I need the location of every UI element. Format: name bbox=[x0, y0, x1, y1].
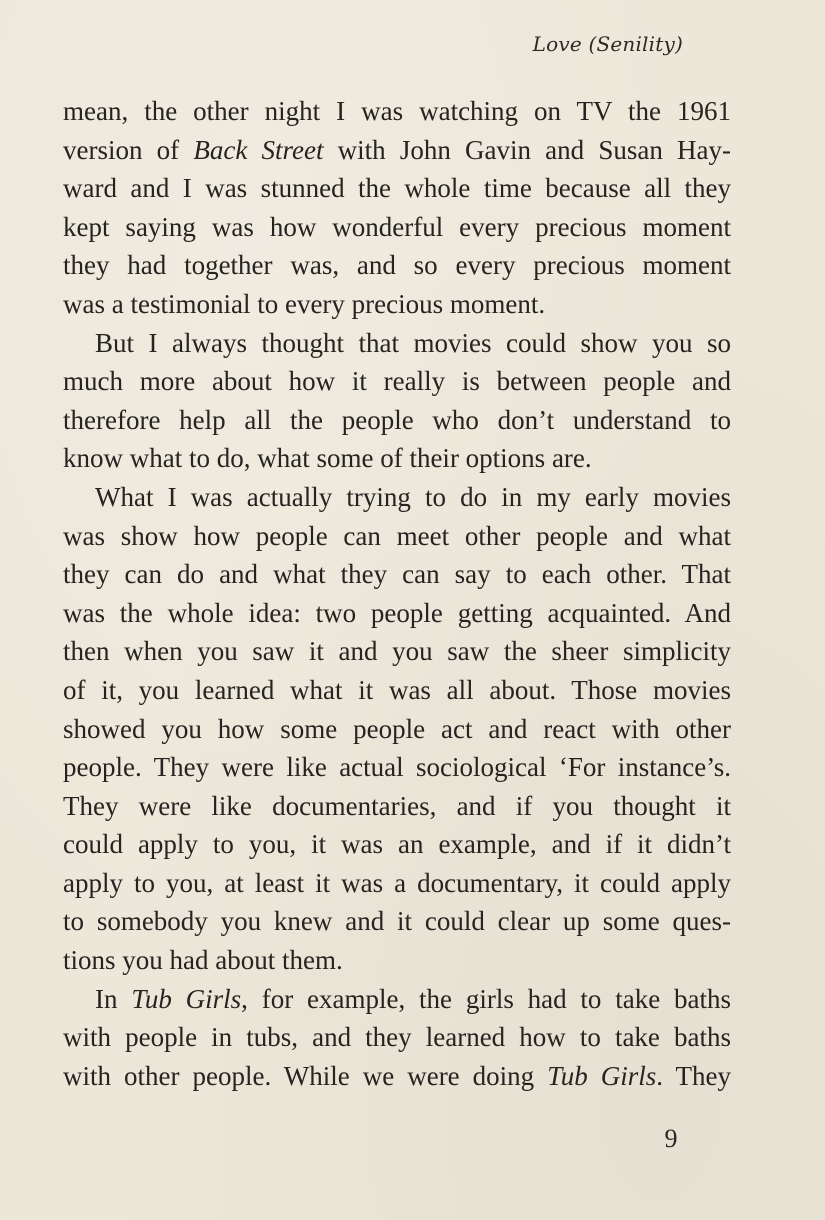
text-run: they can do and what they can say to each other. That bbox=[63, 559, 731, 590]
text-line bbox=[63, 517, 731, 556]
body-text bbox=[63, 92, 731, 1095]
text-run: They were like documentaries, and if you thought it bbox=[63, 790, 731, 821]
text-line bbox=[63, 285, 731, 324]
text-run: version of bbox=[63, 134, 194, 165]
text-run: people. They were like actual sociological ‘For instance’s. bbox=[63, 752, 731, 783]
text-run: was show how people can meet other people and what bbox=[63, 520, 731, 551]
text-line bbox=[63, 246, 731, 285]
running-head: Love (Senility) bbox=[532, 32, 683, 56]
text-line bbox=[63, 825, 731, 864]
text-line bbox=[63, 324, 731, 363]
text-line bbox=[63, 864, 731, 903]
text-line bbox=[63, 980, 731, 1019]
text-run: with people in tubs, and they learned how to take baths bbox=[63, 1022, 731, 1053]
text-run: What I was actually trying to do in my early movies bbox=[95, 481, 731, 512]
italic-title: Tub Girls bbox=[547, 1060, 657, 1091]
text-run: kept saying was how wonderful every precious moment bbox=[63, 211, 731, 242]
text-line bbox=[63, 555, 731, 594]
text-run: was a testimonial to every precious moment. bbox=[63, 288, 546, 319]
text-line bbox=[63, 632, 731, 671]
text-line bbox=[63, 594, 731, 633]
text-run: they had together was, and so every precious moment bbox=[63, 250, 731, 281]
text-run: with other people. While we were doing bbox=[63, 1060, 548, 1091]
text-run: to somebody you knew and it could clear up some ques- bbox=[63, 906, 731, 937]
text-run: In bbox=[95, 983, 132, 1014]
text-run: was the whole idea: two people getting acquainted. And bbox=[63, 597, 731, 628]
text-run: mean, the other night I was watching on TV the 1961 bbox=[63, 96, 731, 126]
text-run: tions you had about them. bbox=[63, 945, 343, 976]
text-line bbox=[63, 478, 731, 517]
text-line bbox=[63, 92, 731, 131]
text-line bbox=[63, 131, 731, 170]
text-line bbox=[63, 787, 731, 826]
text-line bbox=[63, 671, 731, 710]
text-run: therefore help all the people who don’t understand to bbox=[63, 404, 731, 435]
text-run: with John Gavin and Susan Hay- bbox=[323, 134, 731, 165]
text-run: But I always thought that movies could show you so bbox=[95, 327, 731, 358]
text-run: of it, you learned what it was all about. Those movies bbox=[63, 674, 731, 705]
text-run: , for example, the girls had to take baths bbox=[241, 983, 732, 1014]
text-run: much more about how it really is between people and bbox=[63, 366, 731, 397]
text-line bbox=[63, 439, 731, 478]
text-run: apply to you, at least it was a documentary, it could apply bbox=[63, 867, 731, 898]
text-line bbox=[63, 169, 731, 208]
text-run: then when you saw it and you saw the sheer simplicity bbox=[63, 636, 731, 667]
text-line bbox=[63, 710, 731, 749]
text-line bbox=[63, 401, 731, 440]
text-line bbox=[63, 748, 731, 787]
text-run: showed you how some people act and react with other bbox=[63, 713, 731, 744]
text-run: know what to do, what some of their options are. bbox=[63, 443, 592, 474]
page-number: 9 bbox=[664, 1124, 678, 1153]
text-run: could apply to you, it was an example, and if it didn’t bbox=[63, 829, 731, 860]
text-line bbox=[63, 362, 731, 401]
text-line bbox=[63, 902, 731, 941]
text-line bbox=[63, 208, 731, 247]
text-line bbox=[63, 1018, 731, 1057]
italic-title: Back Street bbox=[193, 134, 324, 165]
italic-title: Tub Girls bbox=[131, 983, 242, 1014]
text-run: ward and I was stunned the whole time because all they bbox=[63, 173, 731, 204]
text-line bbox=[63, 941, 731, 980]
text-run: . They bbox=[656, 1060, 731, 1091]
text-line bbox=[63, 1057, 731, 1096]
